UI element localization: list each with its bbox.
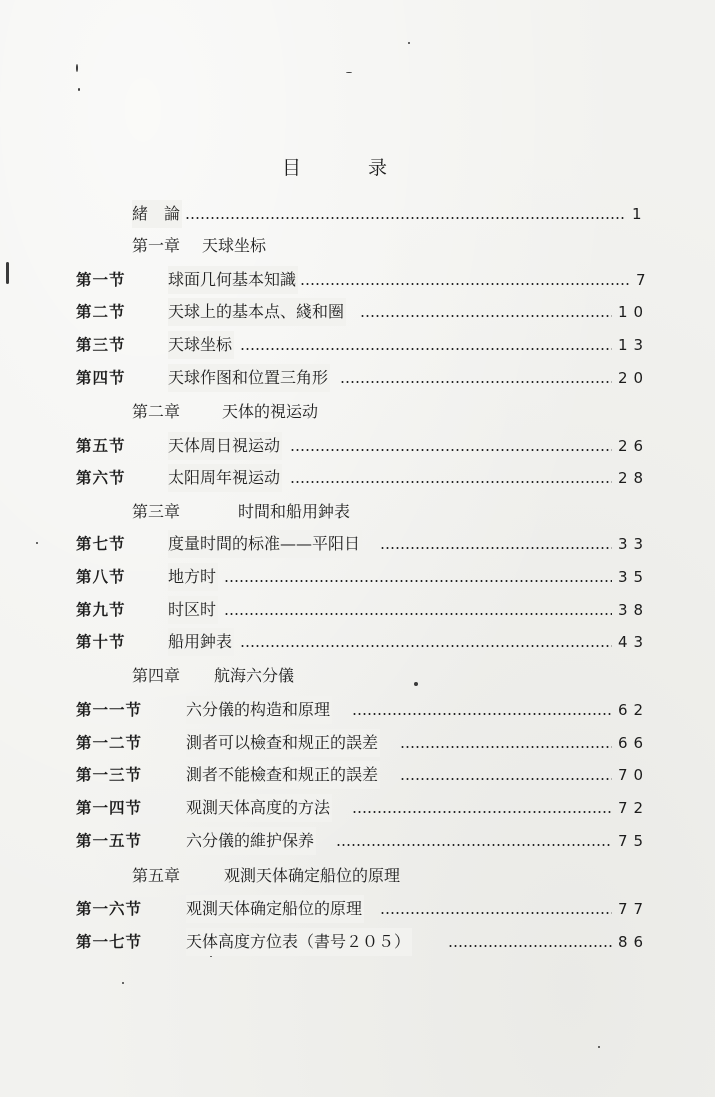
section-number: 第三节 [76,336,126,354]
entry-page: 7 [636,271,652,289]
section-number: 第一一节 [76,701,143,719]
section-number: 第十节 [76,633,126,651]
toc-entry[interactable] [0,928,715,956]
section-number: 第六节 [76,469,126,487]
entry-title: 六分儀的构造和原理 [186,696,332,724]
dot-leader [352,713,612,715]
toc-entry[interactable] [0,563,715,591]
entry-page: 10 [618,303,650,321]
section-number: 第一六节 [76,900,143,918]
chapter-number: 第三章 [132,502,181,521]
entry-page: 70 [618,766,650,784]
entry-page: 28 [618,469,650,487]
entry-title: 六分儀的維护保养 [186,827,316,855]
toc-entry[interactable] [0,895,715,923]
entry-page: 20 [618,369,650,387]
chapter-number: 第四章 [132,666,181,685]
page-title [0,153,715,183]
chapter-title: 天球坐标 [202,236,267,255]
scan-speck [122,982,124,984]
entry-title: 度量时間的标准——平阳日 [168,530,362,558]
entry-page: 38 [618,601,650,619]
entry-page: 75 [618,832,650,850]
entry-title: 时区时 [168,596,218,624]
chapter-title: 天体的視运动 [222,402,319,421]
dot-leader [380,547,612,549]
dot-leader [360,315,612,317]
toc-entry[interactable] [0,298,715,326]
section-number: 第一四节 [76,799,143,817]
scan-speck [78,88,80,91]
section-number: 第五节 [76,437,126,455]
scan-speck [408,42,410,44]
chapter-number: 第二章 [132,402,181,421]
section-number: 第一七节 [76,933,143,951]
entry-page: 35 [618,568,650,586]
dot-leader [240,645,612,647]
entry-page: 13 [618,336,650,354]
dot-leader [448,945,612,947]
section-number: 第四节 [76,369,126,387]
section-number: 第一二节 [76,734,143,752]
dot-leader [336,844,612,846]
section-number: 第一五节 [76,832,143,850]
entry-title: 观測天体高度的方法 [186,794,332,822]
scan-speck [598,1046,600,1048]
chapter-title: 航海六分儀 [214,666,295,685]
chapter-number: 第一章 [132,236,181,255]
dot-leader [290,449,612,451]
toc-entry[interactable] [0,596,715,624]
section-number: 第九节 [76,601,126,619]
entry-title: 天球上的基本点、綫和圈 [168,298,346,326]
section-number: 第二节 [76,303,126,321]
entry-title: 地方时 [168,563,218,591]
toc-entry[interactable] [0,729,715,757]
title-char-2: 录 [368,157,388,179]
dot-leader [224,613,612,615]
dot-leader [300,283,630,285]
toc-entry[interactable] [0,794,715,822]
toc-entry[interactable] [0,761,715,789]
entry-title: 天体高度方位表（書号２０５） [186,928,412,956]
chapter-title: 时間和船用鈡表 [238,502,351,521]
entry-page: 72 [618,799,650,817]
dot-leader [185,217,625,219]
dot-leader [224,580,612,582]
entry-page: 62 [618,701,650,719]
entry-title: 观測天体确定船位的原理 [186,895,364,923]
section-number: 第七节 [76,535,126,553]
entry-title: 太阳周年視运动 [168,464,282,492]
entry-page: 66 [618,734,650,752]
toc-entry[interactable] [0,464,715,492]
chapter-number: 第五章 [132,866,181,885]
entry-page: 1 [632,205,648,223]
entry-page: 33 [618,535,650,553]
dot-leader [400,746,612,748]
entry-title: 天球作图和位置三角形 [168,364,330,392]
dot-leader [380,912,612,914]
dot-leader [400,778,612,780]
toc-entry[interactable] [0,364,715,392]
section-number: 第一节 [76,271,126,289]
scan-speck [76,64,78,72]
entry-title: 天体周日視运动 [168,432,282,460]
entry-title: 測者可以檢查和规正的誤差 [186,729,380,757]
dot-leader [290,481,612,483]
toc-entry[interactable] [0,530,715,558]
entry-page: 86 [618,933,650,951]
dot-leader [340,381,612,383]
dot-leader [240,348,612,350]
entry-page: 26 [618,437,650,455]
toc-entry[interactable] [0,827,715,855]
entry-title: 天球坐标 [168,331,234,359]
entry-page: 43 [618,633,650,651]
chapter-title: 观測天体确定船位的原理 [224,866,401,885]
entry-title: 緒 論 [132,200,182,228]
toc-entry[interactable] [0,628,715,656]
entry-page: 77 [618,900,650,918]
entry-title: 測者不能檢查和规正的誤差 [186,761,380,789]
toc-entry[interactable] [0,266,715,294]
entry-title: 球面几何基本知識 [168,266,298,294]
toc-entry-intro[interactable] [0,200,715,228]
scan-speck [414,682,418,686]
entry-title: 船用鈡表 [168,628,234,656]
title-char-1: 目 [282,157,302,179]
section-number: 第八节 [76,568,126,586]
section-number: 第一三节 [76,766,143,784]
scan-speck [346,72,352,73]
toc-entry[interactable] [0,331,715,359]
toc-entry[interactable] [0,696,715,724]
dot-leader [352,811,612,813]
toc-entry[interactable] [0,432,715,460]
